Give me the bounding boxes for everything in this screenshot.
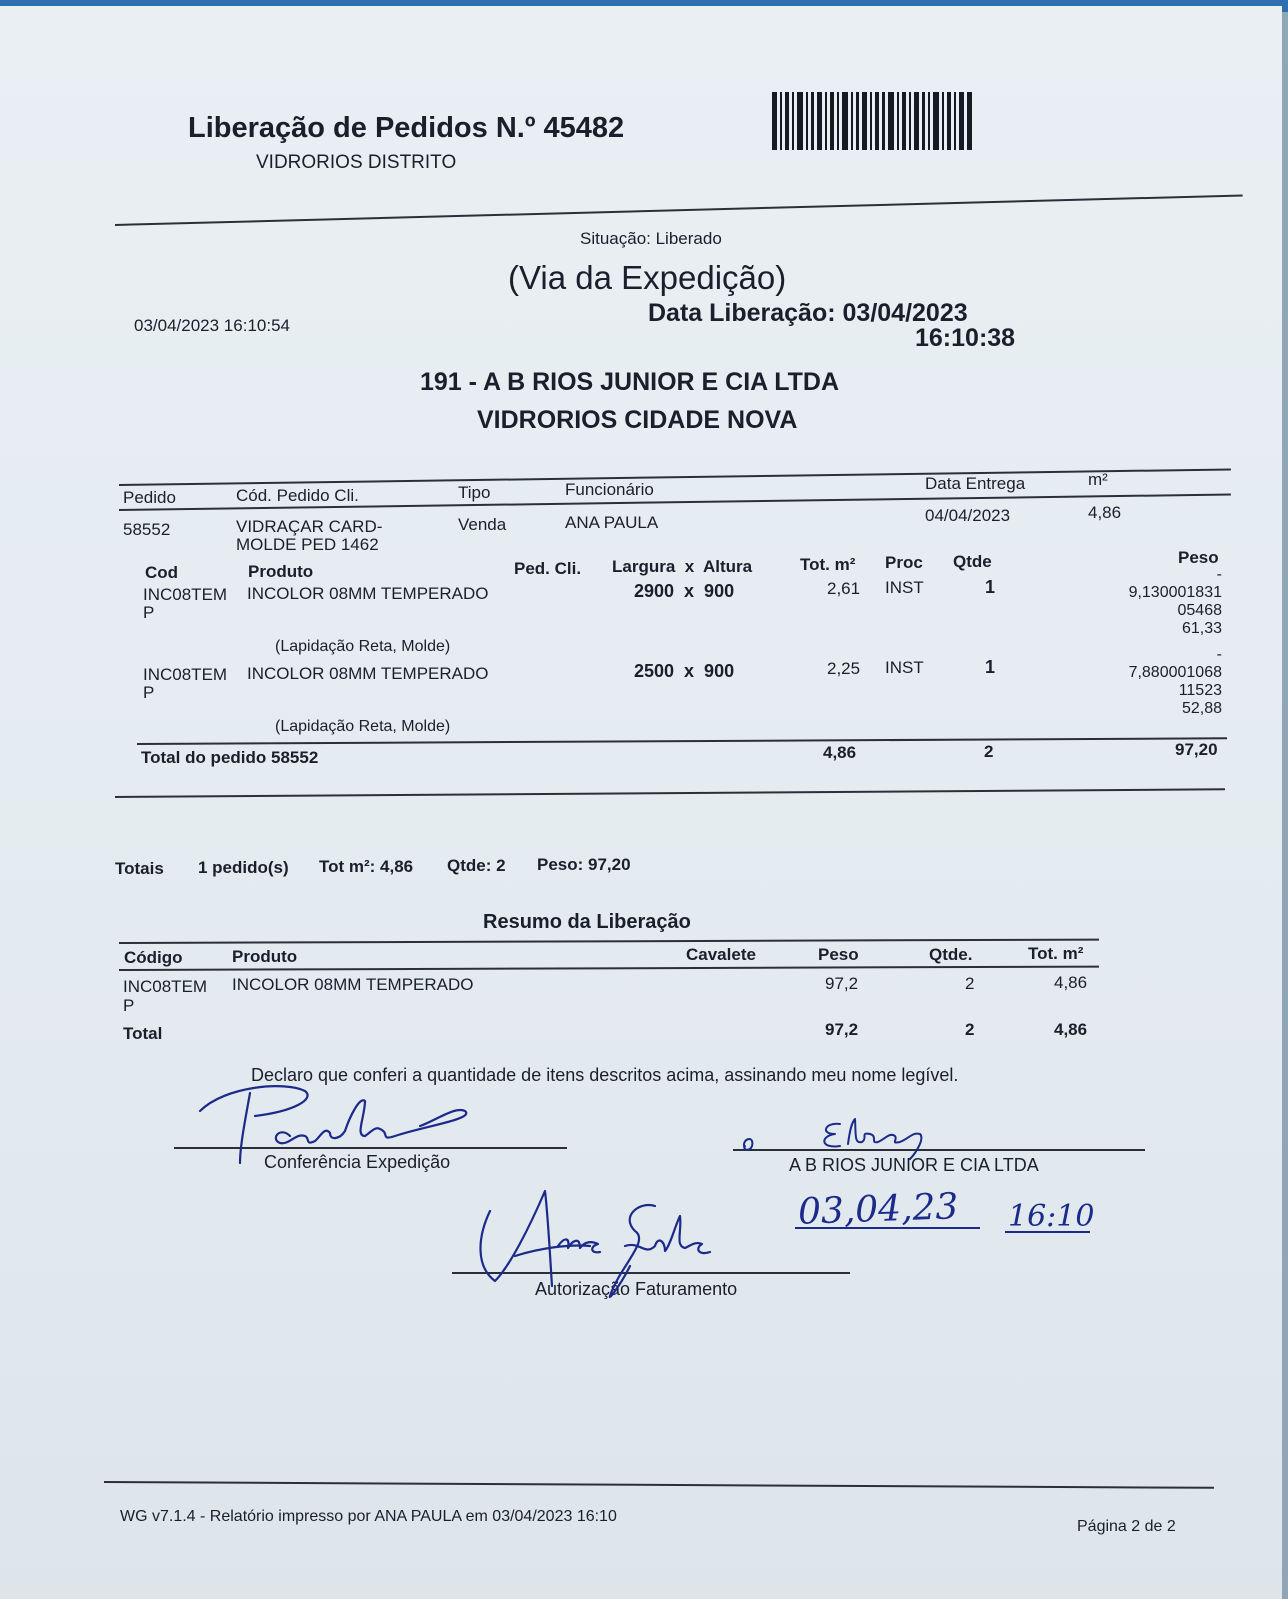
order-total-m2: 4,86 bbox=[823, 743, 857, 762]
signature-label-cliente: A B RIOS JUNIOR E CIA LTDA bbox=[789, 1155, 1039, 1175]
item-code-line2: P bbox=[143, 603, 155, 622]
totals-label: Totais bbox=[115, 859, 164, 878]
order-block-divider bbox=[115, 788, 1225, 798]
items-col-peso: Peso bbox=[1178, 548, 1219, 567]
item-qtde: 1 bbox=[985, 657, 996, 677]
copy-type: (Via da Expedição) bbox=[508, 259, 787, 296]
item-code-line1: INC08TEM bbox=[143, 665, 228, 684]
items-col-qtde: Qtde bbox=[953, 552, 992, 571]
order-total-qtde: 2 bbox=[984, 742, 994, 761]
handwritten-time: 16:10 bbox=[1008, 1199, 1095, 1234]
table-row bbox=[143, 586, 227, 622]
summary-total-m2: 4,86 bbox=[1054, 1020, 1088, 1039]
item-dimensions: 2900 x 900 bbox=[634, 581, 735, 601]
summary-col-qtde: Qtde. bbox=[929, 945, 973, 964]
summary-total-peso: 97,2 bbox=[825, 1020, 859, 1039]
items-col-proc: Proc bbox=[885, 553, 923, 572]
col-cod-pedido-cli: Cód. Pedido Cli. bbox=[236, 486, 359, 505]
document-page bbox=[0, 6, 1282, 1599]
summary-col-m2: Tot. m² bbox=[1028, 944, 1084, 963]
summary-total-label: Total bbox=[123, 1024, 163, 1043]
item-observation: (Lapidação Reta, Molde) bbox=[275, 638, 451, 655]
summary-total-qtde: 2 bbox=[965, 1020, 975, 1039]
totals-orders: 1 pedido(s) bbox=[198, 858, 289, 877]
handwritten-date: 03,04,23 bbox=[797, 1186, 959, 1233]
item-proc: INST bbox=[885, 658, 924, 677]
client-order-code-line2: MOLDE PED 1462 bbox=[236, 535, 379, 554]
items-col-cod: Cod bbox=[145, 563, 179, 582]
items-col-dims: Largura x Altura bbox=[612, 557, 753, 576]
table-row bbox=[143, 666, 227, 702]
company-name: VIDRORIOS DISTRITO bbox=[256, 152, 457, 173]
item-weight-line3: 52,88 bbox=[1181, 700, 1222, 717]
client-order-code bbox=[236, 518, 382, 554]
handwritten-signature-faturamento bbox=[470, 1186, 740, 1306]
order-number: 58552 bbox=[123, 520, 171, 539]
order-type: Venda bbox=[458, 515, 507, 534]
item-weight-line1: 9,130001831 bbox=[1128, 584, 1222, 601]
summary-qtde: 2 bbox=[965, 974, 975, 993]
document-title: Liberação de Pedidos N.º 45482 bbox=[188, 112, 625, 144]
item-dimensions: 2500 x 900 bbox=[634, 661, 735, 681]
declaration-text: Declaro que conferi a quantidade de itens descritos acima, assinando meu nome legível. bbox=[251, 1065, 959, 1085]
order-total-peso: 97,20 bbox=[1175, 740, 1218, 759]
item-weight-line2: 11523 bbox=[1178, 682, 1222, 699]
header-divider bbox=[115, 194, 1243, 226]
client-order-code-line1: VIDRAÇAR CARD- bbox=[236, 517, 383, 536]
totals-peso: Peso: 97,20 bbox=[537, 855, 631, 874]
col-tipo: Tipo bbox=[458, 483, 491, 502]
item-weight-dash: - bbox=[1216, 646, 1222, 663]
signature-label-faturamento: Autorização Faturamento bbox=[535, 1279, 738, 1299]
summary-col-produto: Produto bbox=[232, 947, 298, 966]
item-code-line1: INC08TEM bbox=[143, 585, 228, 604]
order-m2: 4,86 bbox=[1088, 503, 1122, 522]
item-product: INCOLOR 08MM TEMPERADO bbox=[247, 584, 489, 603]
summary-m2: 4,86 bbox=[1054, 973, 1088, 992]
col-m2: m² bbox=[1088, 470, 1108, 489]
release-time: 16:10:38 bbox=[915, 324, 1016, 352]
item-product: INCOLOR 08MM TEMPERADO bbox=[247, 664, 489, 683]
footer-print-info: WG v7.1.4 - Relatório impresso por ANA PAULA em 03/04/2023 16:10 bbox=[120, 1508, 617, 1525]
item-tot-m2: 2,25 bbox=[827, 659, 861, 678]
printed-datetime: 03/04/2023 16:10:54 bbox=[134, 316, 290, 335]
col-funcionario: Funcionário bbox=[565, 480, 654, 499]
order-employee: ANA PAULA bbox=[565, 513, 659, 532]
totals-m2: Tot m²: 4,86 bbox=[319, 857, 414, 876]
signature-label-expedicao: Conferência Expedição bbox=[264, 1152, 451, 1172]
handwritten-signature-expedicao bbox=[195, 1081, 485, 1176]
item-weight bbox=[1100, 566, 1222, 638]
item-weight-dash: - bbox=[1216, 566, 1222, 583]
items-col-tot-m2: Tot. m² bbox=[800, 555, 856, 574]
table-row bbox=[123, 977, 207, 1015]
summary-code-line1: INC08TEM bbox=[123, 977, 208, 996]
order-table-top-rule bbox=[119, 468, 1231, 485]
summary-peso: 97,2 bbox=[825, 974, 859, 993]
handwritten-signature-cliente bbox=[740, 1114, 970, 1164]
order-total-rule bbox=[137, 737, 1227, 744]
totals-qtde: Qtde: 2 bbox=[447, 856, 506, 875]
summary-col-codigo: Código bbox=[124, 948, 183, 967]
barcode bbox=[772, 92, 974, 150]
col-data-entrega: Data Entrega bbox=[925, 474, 1026, 493]
status-text: Situação: Liberado bbox=[580, 229, 722, 248]
summary-top-rule bbox=[119, 939, 1099, 944]
client-name: 191 - A B RIOS JUNIOR E CIA LTDA bbox=[420, 368, 840, 396]
delivery-date: 04/04/2023 bbox=[925, 506, 1011, 525]
footer-rule bbox=[104, 1481, 1214, 1488]
item-tot-m2: 2,61 bbox=[827, 579, 861, 598]
item-weight bbox=[1100, 646, 1222, 718]
summary-col-cavalete: Cavalete bbox=[686, 945, 756, 964]
order-total-label: Total do pedido 58552 bbox=[141, 748, 319, 767]
items-col-ped-cli: Ped. Cli. bbox=[514, 559, 582, 578]
summary-product: INCOLOR 08MM TEMPERADO bbox=[232, 975, 474, 994]
items-col-produto: Produto bbox=[248, 562, 314, 581]
item-weight-line3: 61,33 bbox=[1181, 620, 1222, 637]
item-code-line2: P bbox=[143, 683, 155, 702]
item-weight-line1: 7,880001068 bbox=[1128, 664, 1222, 681]
col-pedido: Pedido bbox=[123, 488, 176, 507]
summary-title: Resumo da Liberação bbox=[483, 911, 691, 933]
item-observation: (Lapidação Reta, Molde) bbox=[275, 718, 451, 735]
release-date: Data Liberação: 03/04/2023 bbox=[648, 299, 968, 327]
page-number: Página 2 de 2 bbox=[1077, 1518, 1176, 1535]
item-proc: INST bbox=[885, 578, 924, 597]
item-qtde: 1 bbox=[985, 577, 996, 597]
client-branch: VIDRORIOS CIDADE NOVA bbox=[477, 406, 798, 434]
summary-code-line2: P bbox=[123, 996, 135, 1015]
summary-col-peso: Peso bbox=[818, 945, 859, 964]
item-weight-line2: 05468 bbox=[1177, 602, 1222, 619]
